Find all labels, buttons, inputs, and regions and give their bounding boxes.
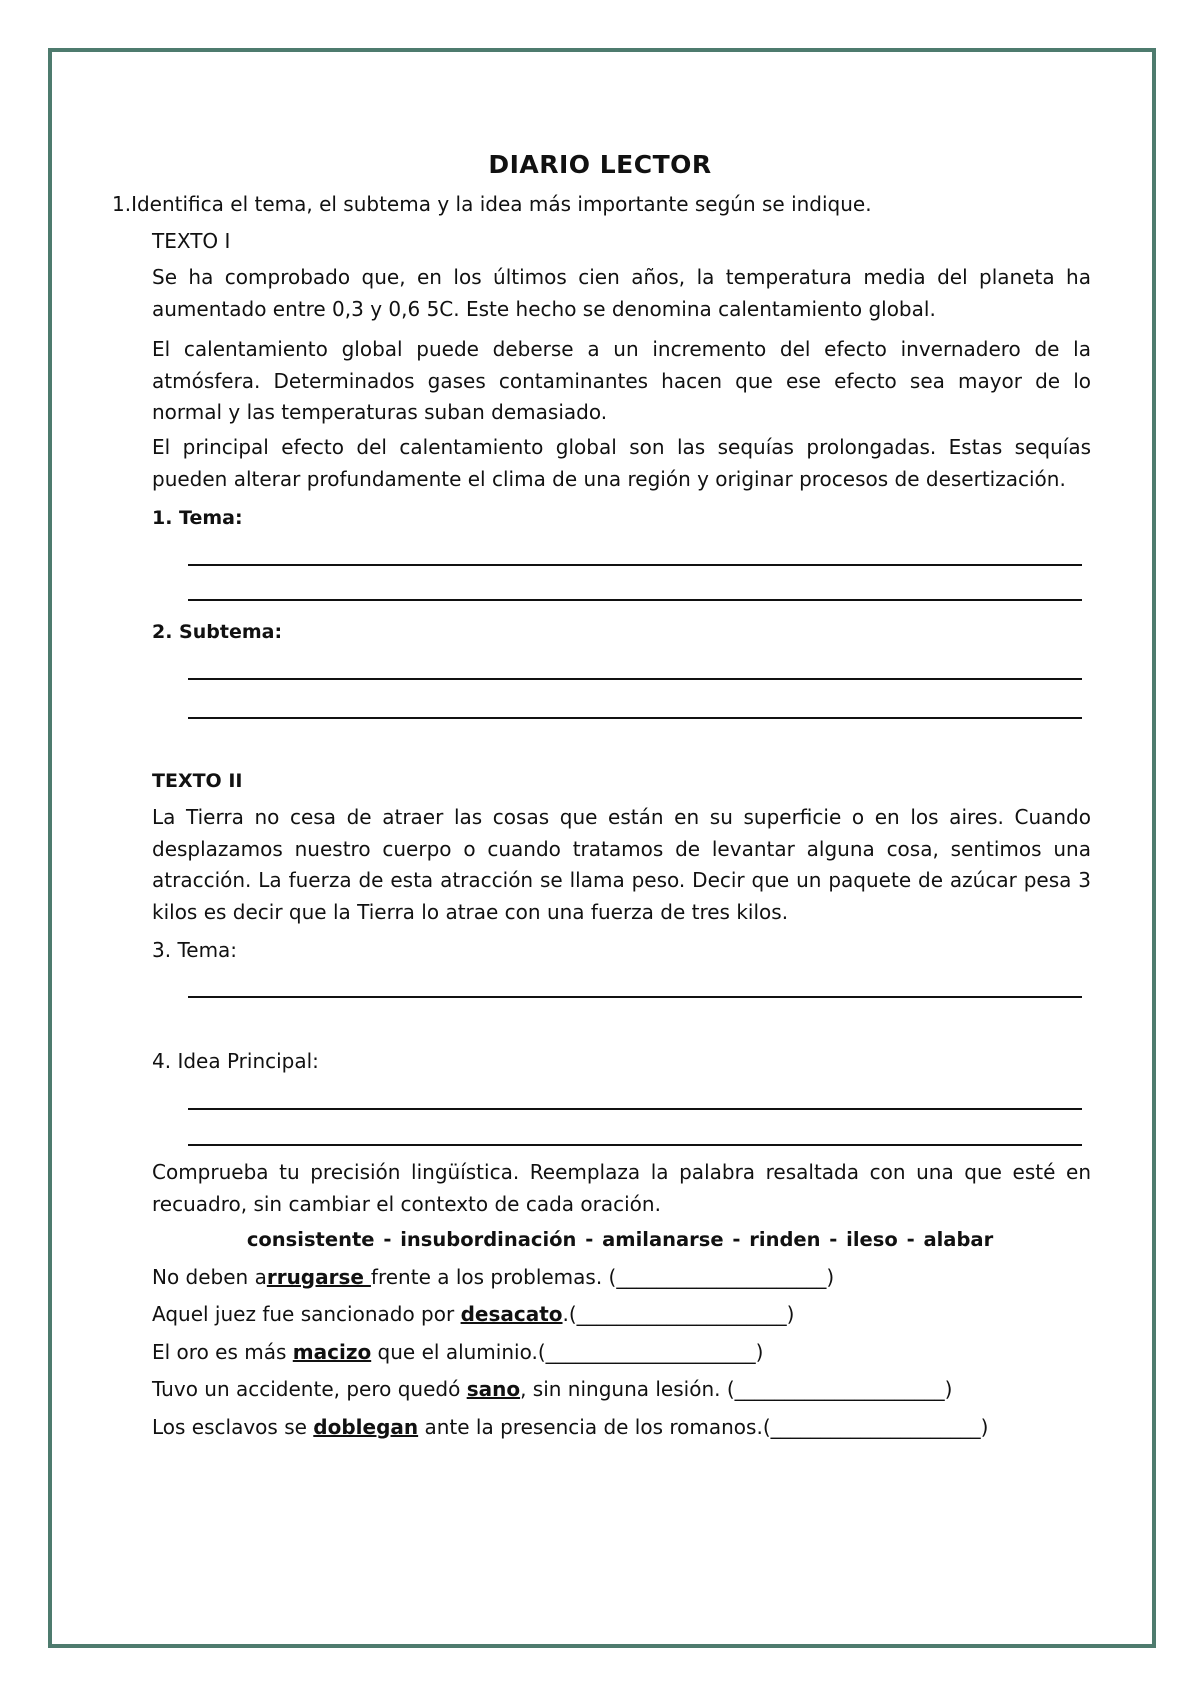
exercise-sentence xyxy=(152,1302,794,1326)
sentence-text: Tuvo un accidente, pero quedó xyxy=(152,1377,467,1401)
sentence-text: que el aluminio.(_____________________) xyxy=(371,1340,764,1364)
answer-line[interactable] xyxy=(188,564,1082,566)
exercise-sentence xyxy=(152,1265,834,1289)
texto2-heading: TEXTO II xyxy=(152,770,243,792)
sentence-text: , sin ninguna lesión. (_____________________) xyxy=(520,1377,953,1401)
highlighted-word: rrugarse xyxy=(266,1265,371,1289)
exercise-sentence xyxy=(152,1415,988,1439)
highlighted-word: doblegan xyxy=(313,1415,419,1439)
exercise-sentence xyxy=(152,1340,763,1364)
sentence-text: .(_____________________) xyxy=(562,1302,795,1326)
question-idea-principal-4: 4. Idea Principal: xyxy=(152,1049,319,1073)
answer-line[interactable] xyxy=(188,599,1082,601)
sentence-text: ante la presencia de los romanos.(_____________________) xyxy=(418,1415,989,1439)
texto1-heading: TEXTO I xyxy=(152,229,231,253)
texto1-paragraph-3: El principal efecto del calentamiento global son las sequías prolongadas. Estas sequías pueden alterar profundamente el clima de una región y originar procesos de desertización. xyxy=(152,435,1091,491)
answer-line[interactable] xyxy=(188,1144,1082,1146)
sentence-text: Los esclavos se xyxy=(152,1415,314,1439)
sentence-text: Aquel juez fue sancionado por xyxy=(152,1302,461,1326)
question-tema-1: 1. Tema: xyxy=(152,507,243,529)
answer-line[interactable] xyxy=(188,996,1082,998)
texto1-paragraph-2: El calentamiento global puede deberse a un incremento del efecto invernadero de la atmósfera. Determinados gases contaminantes hacen que ese efecto sea mayor de lo normal y las temperaturas suban demasiado. xyxy=(152,337,1091,424)
answer-line[interactable] xyxy=(188,1108,1082,1110)
texto2-paragraph: La Tierra no cesa de atraer las cosas que están en su superficie o en los aires. Cuando desplazamos nuestro cuerpo o cuando tratamos de levantar alguna cosa, sentimos una atracción. La fuerza de esta atracción se llama peso. Decir que un paquete de azúcar pesa 3 kilos es decir que la Tierra lo atrae con una fuerza de tres kilos. xyxy=(152,805,1091,924)
exercise-sentence xyxy=(152,1377,952,1401)
highlighted-word: macizo xyxy=(292,1340,372,1364)
question-subtema-2: 2. Subtema: xyxy=(152,621,283,643)
texto1-paragraph-1: Se ha comprobado que, en los últimos cien años, la temperatura media del planeta ha aumentado entre 0,3 y 0,6 5C. Este hecho se denomina calentamiento global. xyxy=(152,265,1091,321)
exercise-instruction: Comprueba tu precisión lingüística. Reemplaza la palabra resaltada con una que esté en recuadro, sin cambiar el contexto de cada oración. xyxy=(152,1160,1091,1216)
question-tema-3: 3. Tema: xyxy=(152,938,238,962)
instruction-text: 1.Identifica el tema, el subtema y la idea más importante según se indique. xyxy=(112,192,872,216)
word-bank: consistente - insubordinación - amilanarse - rinden - ileso - alabar xyxy=(246,1228,994,1251)
sentence-text: frente a los problemas. (_____________________) xyxy=(370,1265,835,1289)
sentence-text: No deben a xyxy=(152,1265,267,1289)
document-title: DIARIO LECTOR xyxy=(488,150,712,179)
answer-line[interactable] xyxy=(188,717,1082,719)
answer-line[interactable] xyxy=(188,678,1082,680)
highlighted-word: desacato xyxy=(460,1302,563,1326)
highlighted-word: sano xyxy=(466,1377,521,1401)
sentence-text: El oro es más xyxy=(152,1340,293,1364)
